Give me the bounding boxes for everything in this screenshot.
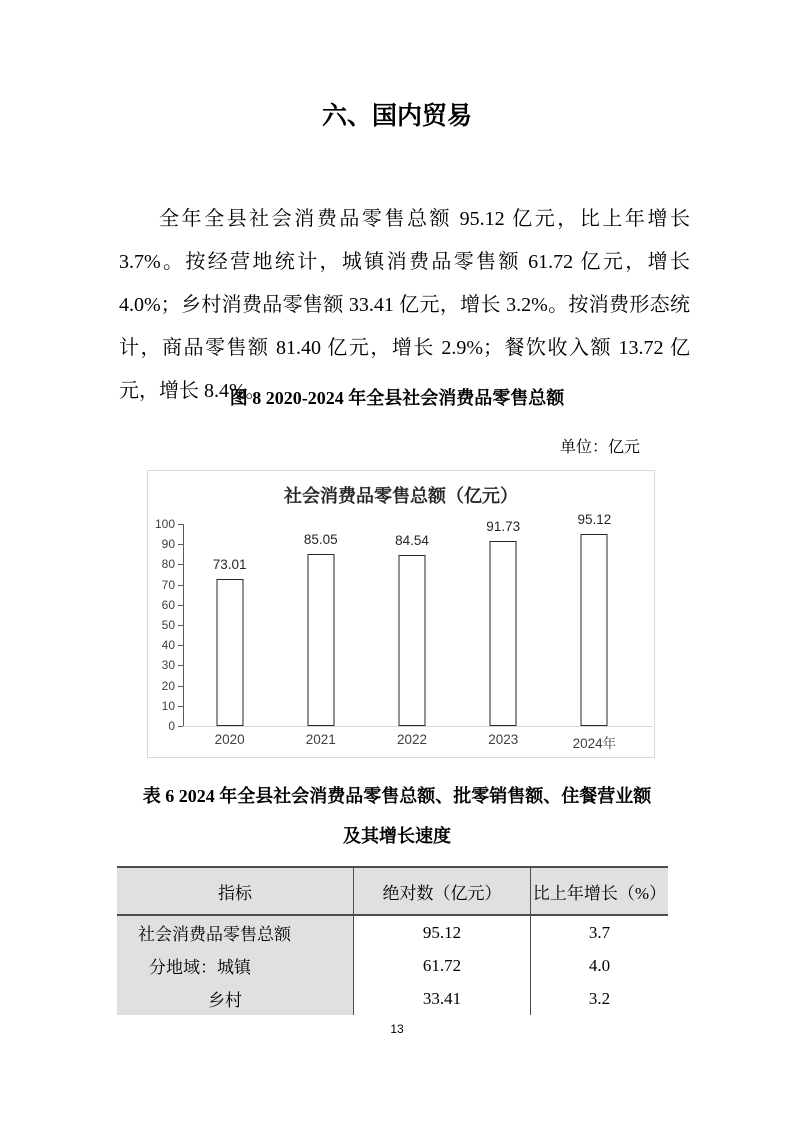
y-axis-tick-label: 70	[161, 577, 175, 592]
figure-caption: 图 8 2020-2024 年全县社会消费品零售总额	[229, 388, 565, 408]
row-label: 社会消费品零售总额	[117, 916, 353, 949]
y-axis-tick-label: 20	[161, 678, 175, 693]
table-header-indicator: 指标	[218, 883, 252, 903]
y-axis-tick-label: 50	[161, 618, 175, 632]
y-axis-tick-mark	[178, 726, 183, 727]
x-axis-label: 2020	[214, 732, 245, 747]
unit-note: 单位：亿元	[559, 439, 640, 456]
row-value: 33.41	[353, 982, 530, 1015]
y-axis-tick-mark	[178, 625, 183, 626]
table-row	[117, 916, 668, 949]
bar-slot	[549, 511, 640, 726]
section-title: 六、国内贸易	[321, 103, 472, 130]
bar-chart	[147, 470, 655, 758]
bars-area	[184, 511, 640, 726]
y-axis-tick-mark	[178, 706, 183, 707]
table-caption-line1: 表 6 2024 年全县社会消费品零售总额、批零销售额、住餐营业额	[142, 786, 652, 806]
bar-value-label: 73.01	[212, 556, 247, 572]
y-axis-tick-label: 80	[161, 557, 175, 572]
bar-slot	[275, 524, 366, 726]
page-number: 13	[390, 1022, 404, 1036]
table-row	[117, 949, 668, 982]
y-axis-tick-mark	[178, 665, 183, 666]
bar	[581, 534, 608, 726]
table-header-growth: 比上年增长（%）	[530, 868, 668, 914]
bar-slot	[458, 518, 549, 726]
bar-value-label: 85.05	[303, 532, 338, 548]
bar-value-label: 84.54	[395, 533, 429, 549]
x-axis-line	[183, 726, 653, 727]
x-axis-label: 2023	[488, 732, 519, 747]
x-axis-labels	[184, 732, 640, 752]
chart-title: 社会消费品零售总额（亿元）	[284, 486, 518, 506]
bar	[216, 579, 243, 726]
row-growth: 3.2	[530, 982, 668, 1015]
row-label: 分地域：城镇	[117, 949, 353, 982]
y-axis-tick-mark	[178, 544, 183, 545]
row-value: 95.12	[353, 916, 530, 949]
bar-value-label: 91.73	[486, 518, 521, 534]
bar	[490, 541, 517, 726]
bar-slot	[366, 524, 457, 726]
bar	[307, 554, 334, 726]
bar-slot	[184, 524, 275, 726]
body-paragraph: 全年全县社会消费品零售总额 95.12 亿元，比上年增长 3.7%。按经营地统计，城镇消费品零售额 61.72 亿元，增长 4.0%；乡村消费品零售额 33.41 亿元，增长 3.2%。按消费形态统计，商品零售额 81.40 亿元，增长 2.9%；餐饮收入额 13.72 亿元，增长 8.4%。	[119, 208, 690, 402]
y-axis-tick-mark	[178, 524, 183, 525]
x-axis-label: 2024年	[572, 736, 617, 751]
bar	[399, 555, 426, 726]
table-header-absolute: 绝对数（亿元）	[353, 868, 530, 914]
y-axis-tick-mark	[178, 605, 183, 606]
data-table	[117, 866, 668, 1015]
y-axis-tick-label: 60	[161, 597, 175, 612]
row-growth: 4.0	[530, 949, 668, 982]
y-axis-tick-label: 100	[154, 517, 175, 531]
y-axis-tick-label: 0	[168, 719, 175, 733]
y-axis-tick-mark	[178, 645, 183, 646]
table-header-row	[117, 868, 668, 916]
row-value: 61.72	[353, 949, 530, 982]
y-axis-tick-mark	[178, 564, 183, 565]
table-caption-line2: 及其增长速度	[343, 826, 451, 846]
x-axis-label: 2022	[396, 732, 428, 747]
y-axis-tick-label: 30	[161, 658, 175, 673]
y-axis-tick-mark	[178, 686, 183, 687]
y-axis-tick-mark	[178, 585, 183, 586]
y-axis-tick-label: 90	[161, 537, 175, 552]
bar-value-label: 95.12	[577, 511, 612, 527]
table-row	[117, 982, 668, 1015]
row-label: 乡村	[117, 982, 353, 1015]
x-axis-label: 2021	[305, 732, 336, 747]
y-axis-tick-label: 40	[161, 638, 175, 653]
y-axis-tick-label: 10	[161, 698, 175, 713]
row-growth: 3.7	[530, 916, 668, 949]
